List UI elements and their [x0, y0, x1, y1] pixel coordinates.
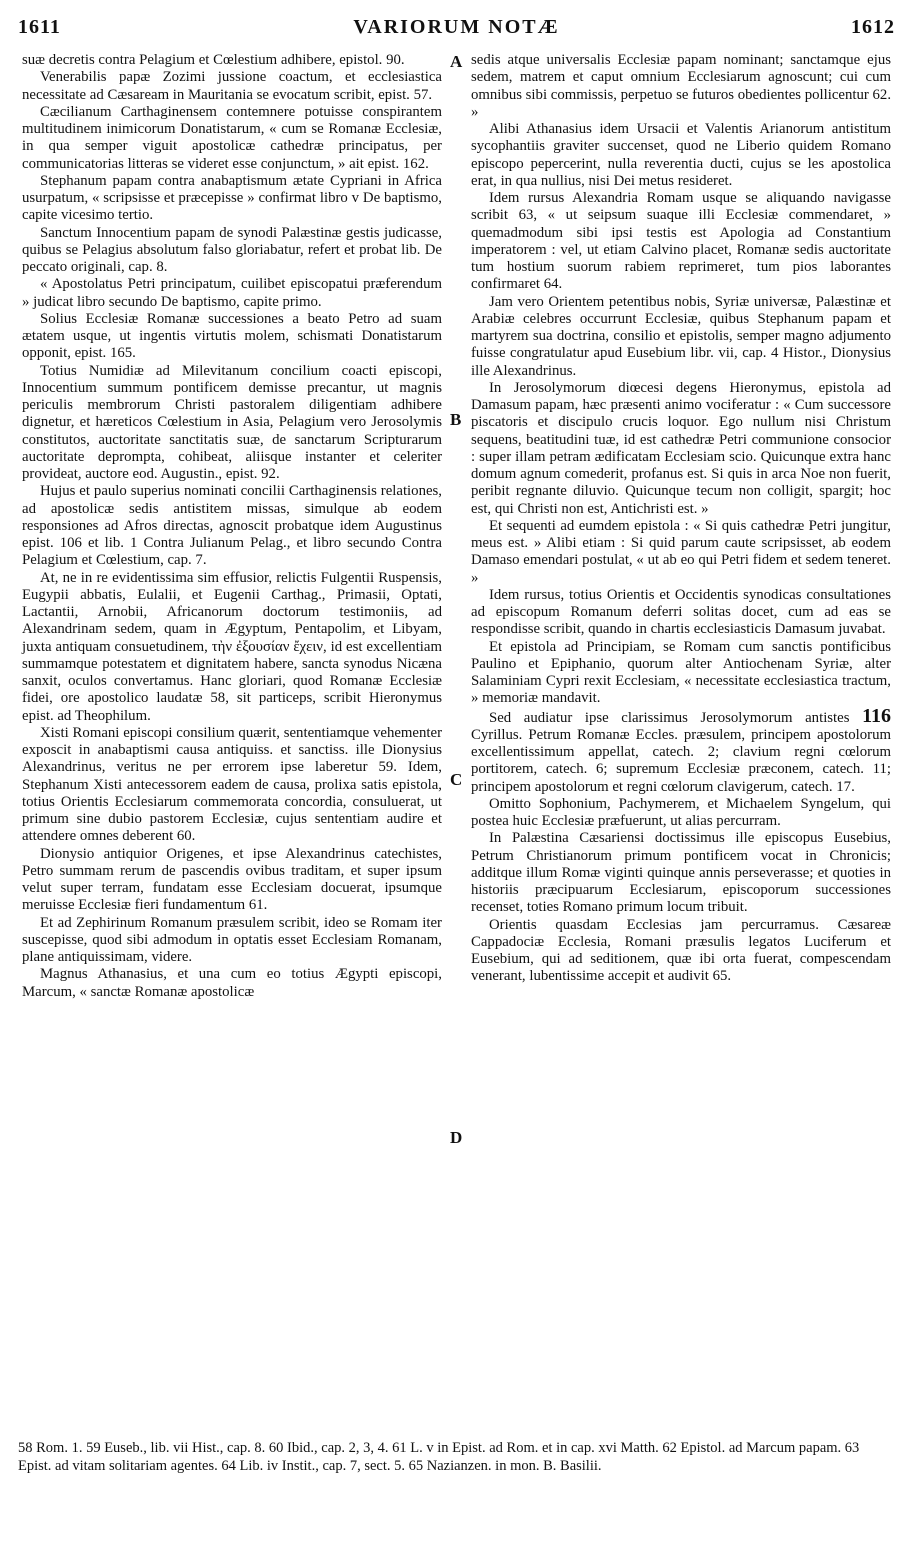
paragraph: Totius Numidiæ ad Milevitanum concilium coacti episcopi, Innocentium summum pontificem demisse precantur, ut magnis periculis membrorum Christi pastoralem diligentiam adhibere dignetur, et hæreticos Cœlestium in Asia, Pelagium vero Jerosolymis constitutos, auctoritate sanctitatis suæ, de sanctarum Scripturarum auctoritate deprompta, cohibeat, aliisque instanter et celeriter provideat, auctore eod. Augustin., epist. 92. — [22, 362, 442, 482]
paragraph: Cæcilianum Carthaginensem contemnere potuisse conspirantem multitudinem inimicorum Donatistarum, « cum se Romanæ Ecclesiæ, in qua semper viguit apostolicæ cathedræ principatus, per communicatorias litteras se videret esse conjunctum, » ait epist. 162. — [22, 103, 442, 172]
edition-page-number: 116 — [862, 704, 891, 727]
paragraph: Dionysio antiquior Origenes, et ipse Alexandrinus catechistes, Petro summam rerum de pascendis ovibus traditam, et super ipsum velut super terram, fundatam esse Ecclesiam docuerat, ipsumque meruisse Ecclesiæ fieri fundamentum 61. — [22, 845, 442, 914]
paragraph: Hujus et paulo superius nominati concilii Carthaginensis relationes, ad apostolicæ sedis antistitem missas, simulque ab eodem responsiones ad Afros directas, agnoscit probatque idem Augustinus epist. 106 et lib. 1 Contra Julianum Pelag., et libro secundo Contra Pelagium et Cœlestium, cap. 7. — [22, 483, 442, 569]
running-head: VARIORUM NOTÆ — [353, 16, 560, 38]
paragraph: suæ decretis contra Pelagium et Cœlestium adhibere, epistol. 90. — [22, 52, 405, 68]
page-number-left: 1611 — [18, 16, 61, 38]
paragraph: Stephanum papam contra anabaptismum ætate Cypriani in Africa usurpatum, « scripsisse et præcepisse » confirmat libro v De baptismo, capite vicesimo tertio. — [22, 172, 442, 224]
margin-letter-c: C — [450, 770, 463, 789]
paragraph: Idem rursus, totius Orientis et Occidentis synodicas consultationes ad episcopum Romanum deferri solitas docet, cum ad eas se respondisse scribit, quando in chartis ecclesiasticis Damasum juvabat. — [471, 586, 891, 638]
paragraph: Orientis quasdam Ecclesias jam percurramus. Cæsareæ Cappadociæ Ecclesia, Romani præsulis legatos Luciferum et Eusebium, qui ad seditionem, quæ ibi orta fuerat, compescendam venerant, lubentissime accepit et audivit 65. — [471, 916, 891, 985]
paragraph: Et epistola ad Principiam, se Romam cum sanctis pontificibus Paulino et Epiphanio, quorum alter Antiochenam Syriæ, alter Salaminiam Cypri rexit Ecclesiam, « necessitate ecclesiastica tractum, » memoriæ mandavit. — [471, 638, 891, 707]
margin-letter-d: D — [450, 1128, 463, 1147]
cyrillus-text-before: Sed audiatur ipse clarissimus Jerosolymorum antistes — [489, 709, 850, 726]
paragraph: Et ad Zephirinum Romanum præsulem scribit, ideo se Romam iter suscepisse, quod sibi admodum in optatis esset Ecclesiam Romanam, plane antiquissimam, videre. — [22, 914, 442, 965]
paragraph: Idem rursus Alexandria Romam usque se aliquando navigasse scribit 63, « ut seipsum suaque illi Ecclesiæ commendaret, » quemadmodum sibi ipsi testis est Apologia ad Constantium imperatorem : vel, ut etiam Calvino placet, Romanæ sedis auctoritate tum hostium suorum rabiem reprimeret, tum pios laborantes confirmaret 64. — [471, 190, 891, 293]
paragraph: Et sequenti ad eumdem epistola : « Si quis cathedræ Petri jungitur, meus est. » Alibi etiam : Si quid parum caute scripsisset, ab eodem Damaso emendari postulat, « ut ab eo qui Petri fidem et sedem teneret. » — [471, 517, 891, 586]
paragraph: sedis atque universalis Ecclesiæ papam nominant; sanctamque ejus sedem, matrem et caput omnium Ecclesiarum agnoscunt; cui cum omnibus sibi commissis, perpetuo se futuros obedientes pollicentur 62. » — [471, 52, 892, 120]
right-column — [471, 52, 891, 986]
footnote-text: 58 Rom. 1. 59 Euseb., lib. vii Hist., cap. 8. 60 Ibid., cap. 2, 3, 4. 61 L. v in Epist. ad Rom. et in cap. xvi Matth. 62 Epistol. ad Marcum papam. 63 Epist. ad vitam solitariam agentes. 64 Lib. iv Instit., cap. 7, sect. 5. 65 Nazianzen. in mon. B. Basilii. — [18, 1440, 860, 1474]
paragraph: Xisti Romani episcopi consilium quærit, sententiamque vehementer exposcit in anabaptismi causa antiquiss. et sanctiss. ille Dionysius Alexandrinus, veritus ne per errorem ipse laberetur 59. Idem, Stephanum Xisti antecessorem eadem de causa, prolixa satis epistola, totius Orientis Ecclesiarum commemorata concordia, consuluerat, ut primum sine dubio pastorem Ecclesiæ, cujus sententiam audire et attendere omnes deberent 60. — [22, 724, 442, 845]
paragraph: At, ne in re evidentissima sim effusior, relictis Fulgentii Ruspensis, Eugypii abbatis, Eulalii, et Eugenii Carthag., Primasii, Optati, Lactantii, Arnobii, Africanorum doctorum testimoniis, ad Alexandrinam sedem, quam in Ægyptum, Pentapolim, et Libyam, juxta antiquam consuetudinem, τὴν ἐξουσίαν ἔχειν, id est excellentiam summamque potestatem et dignitatem habere, sancta synodus Nicæna sanxit, oculos convertamus. Hanc gloriari, quod Romanæ Ecclesiæ fidei, ore apostolico laudatæ 58, sit particeps, scribit Hieronymus epist. ad Theophilum. — [22, 569, 442, 724]
page-header — [18, 16, 895, 42]
margin-letter-b: B — [450, 410, 462, 429]
paragraph: Alibi Athanasius idem Ursacii et Valentis Arianorum antistitum sycophantiis graviter succenset, quod ne Liberio quidem Romano episcopo pepercerint, nulla reverentia ducti, cujus se les apostolica erat, in qua nullius, nisi Dei metus resideret. — [471, 121, 891, 189]
paragraph: In Jerosolymorum diœcesi degens Hieronymus, epistola ad Damasum papam, hæc præsenti animo vociferatur : « Cum successore piscatoris et discipulo crucis loquor. Ego nullum nisi Christum sequens, beatitudini tuæ, id est cathedræ Petri communione consocior : super illam petram ædificatam Ecclesiam scio. Quicunque extra hanc domum agnum comederit, profanus est. Si quis in arca Noe non fuerit, peribit regnante diluvio. Quicunque tecum non colligit, spargit; hoc est, qui Christi non est, Antichristi est. » — [471, 379, 891, 517]
paragraph: Solius Ecclesiæ Romanæ successiones a beato Petro ad suam ætatem usque, ut ingentis virtutis molem, schismati Donatistarum opponit, epist. 165. — [22, 310, 442, 362]
left-column — [22, 52, 442, 1001]
paragraph-cyrillus — [471, 704, 891, 796]
page-number-right: 1612 — [851, 16, 895, 38]
paragraph: Magnus Athanasius, et una cum eo totius Ægypti episcopi, Marcum, « sanctæ Romanæ apostolicæ — [22, 966, 442, 1000]
paragraph: « Apostolatus Petri principatum, cuilibet episcopatui præferendum » judicat libro secundo De baptismo, capite primo. — [22, 276, 442, 310]
footnotes — [18, 1440, 894, 1475]
cyrillus-text-after: Cyrillus. Petrum Romanæ Eccles. præsulem, principem apostolorum excellentissimum appellat, catech. 2; clavium regni cœlorum portitorem, catech. 6; supremum Ecclesiæ præconem, catech. 11; principem apostolorum et regni cœlorum clavigerum, catech. 17. — [471, 726, 891, 795]
margin-letter-a: A — [450, 52, 463, 71]
paragraph: Jam vero Orientem petentibus nobis, Syriæ universæ, Palæstinæ et Arabiæ celebres occurrunt Ecclesiæ, quibus Stephanum papam et martyrem sua doctrina, consilio et epistolis, semper magno adjumento fuisse congratulatur apud Eusebium libr. vii, cap. 4 Histor., Dionysius ille Alexandrinus. — [471, 293, 891, 379]
paragraph: Sanctum Innocentium papam de synodi Palæstinæ gestis judicasse, quibus se Pelagius absolutum falso gloriabatur, refert et probat lib. De peccato originali, cap. 8. — [22, 224, 442, 275]
paragraph: Venerabilis papæ Zozimi jussione coactum, et ecclesiastica necessitate ad Cæsaream in Mauritania se evocatum scribit, epist. 57. — [22, 69, 442, 103]
paragraph: In Palæstina Cæsariensi doctissimus ille episcopus Eusebius, Petrum Christianorum primum pontificem vocat in Chronicis; additque illum Romæ viginti quinque annis perseverasse; et quoties in historiis præcipuarum Ecclesiarum, episcoporum successiones recenset, toties Romano primum locum tribuit. — [471, 830, 891, 916]
paragraph: Omitto Sophonium, Pachymerem, et Michaelem Syngelum, qui postea huic Ecclesiæ præfuerunt, ut alias percurram. — [471, 795, 891, 829]
